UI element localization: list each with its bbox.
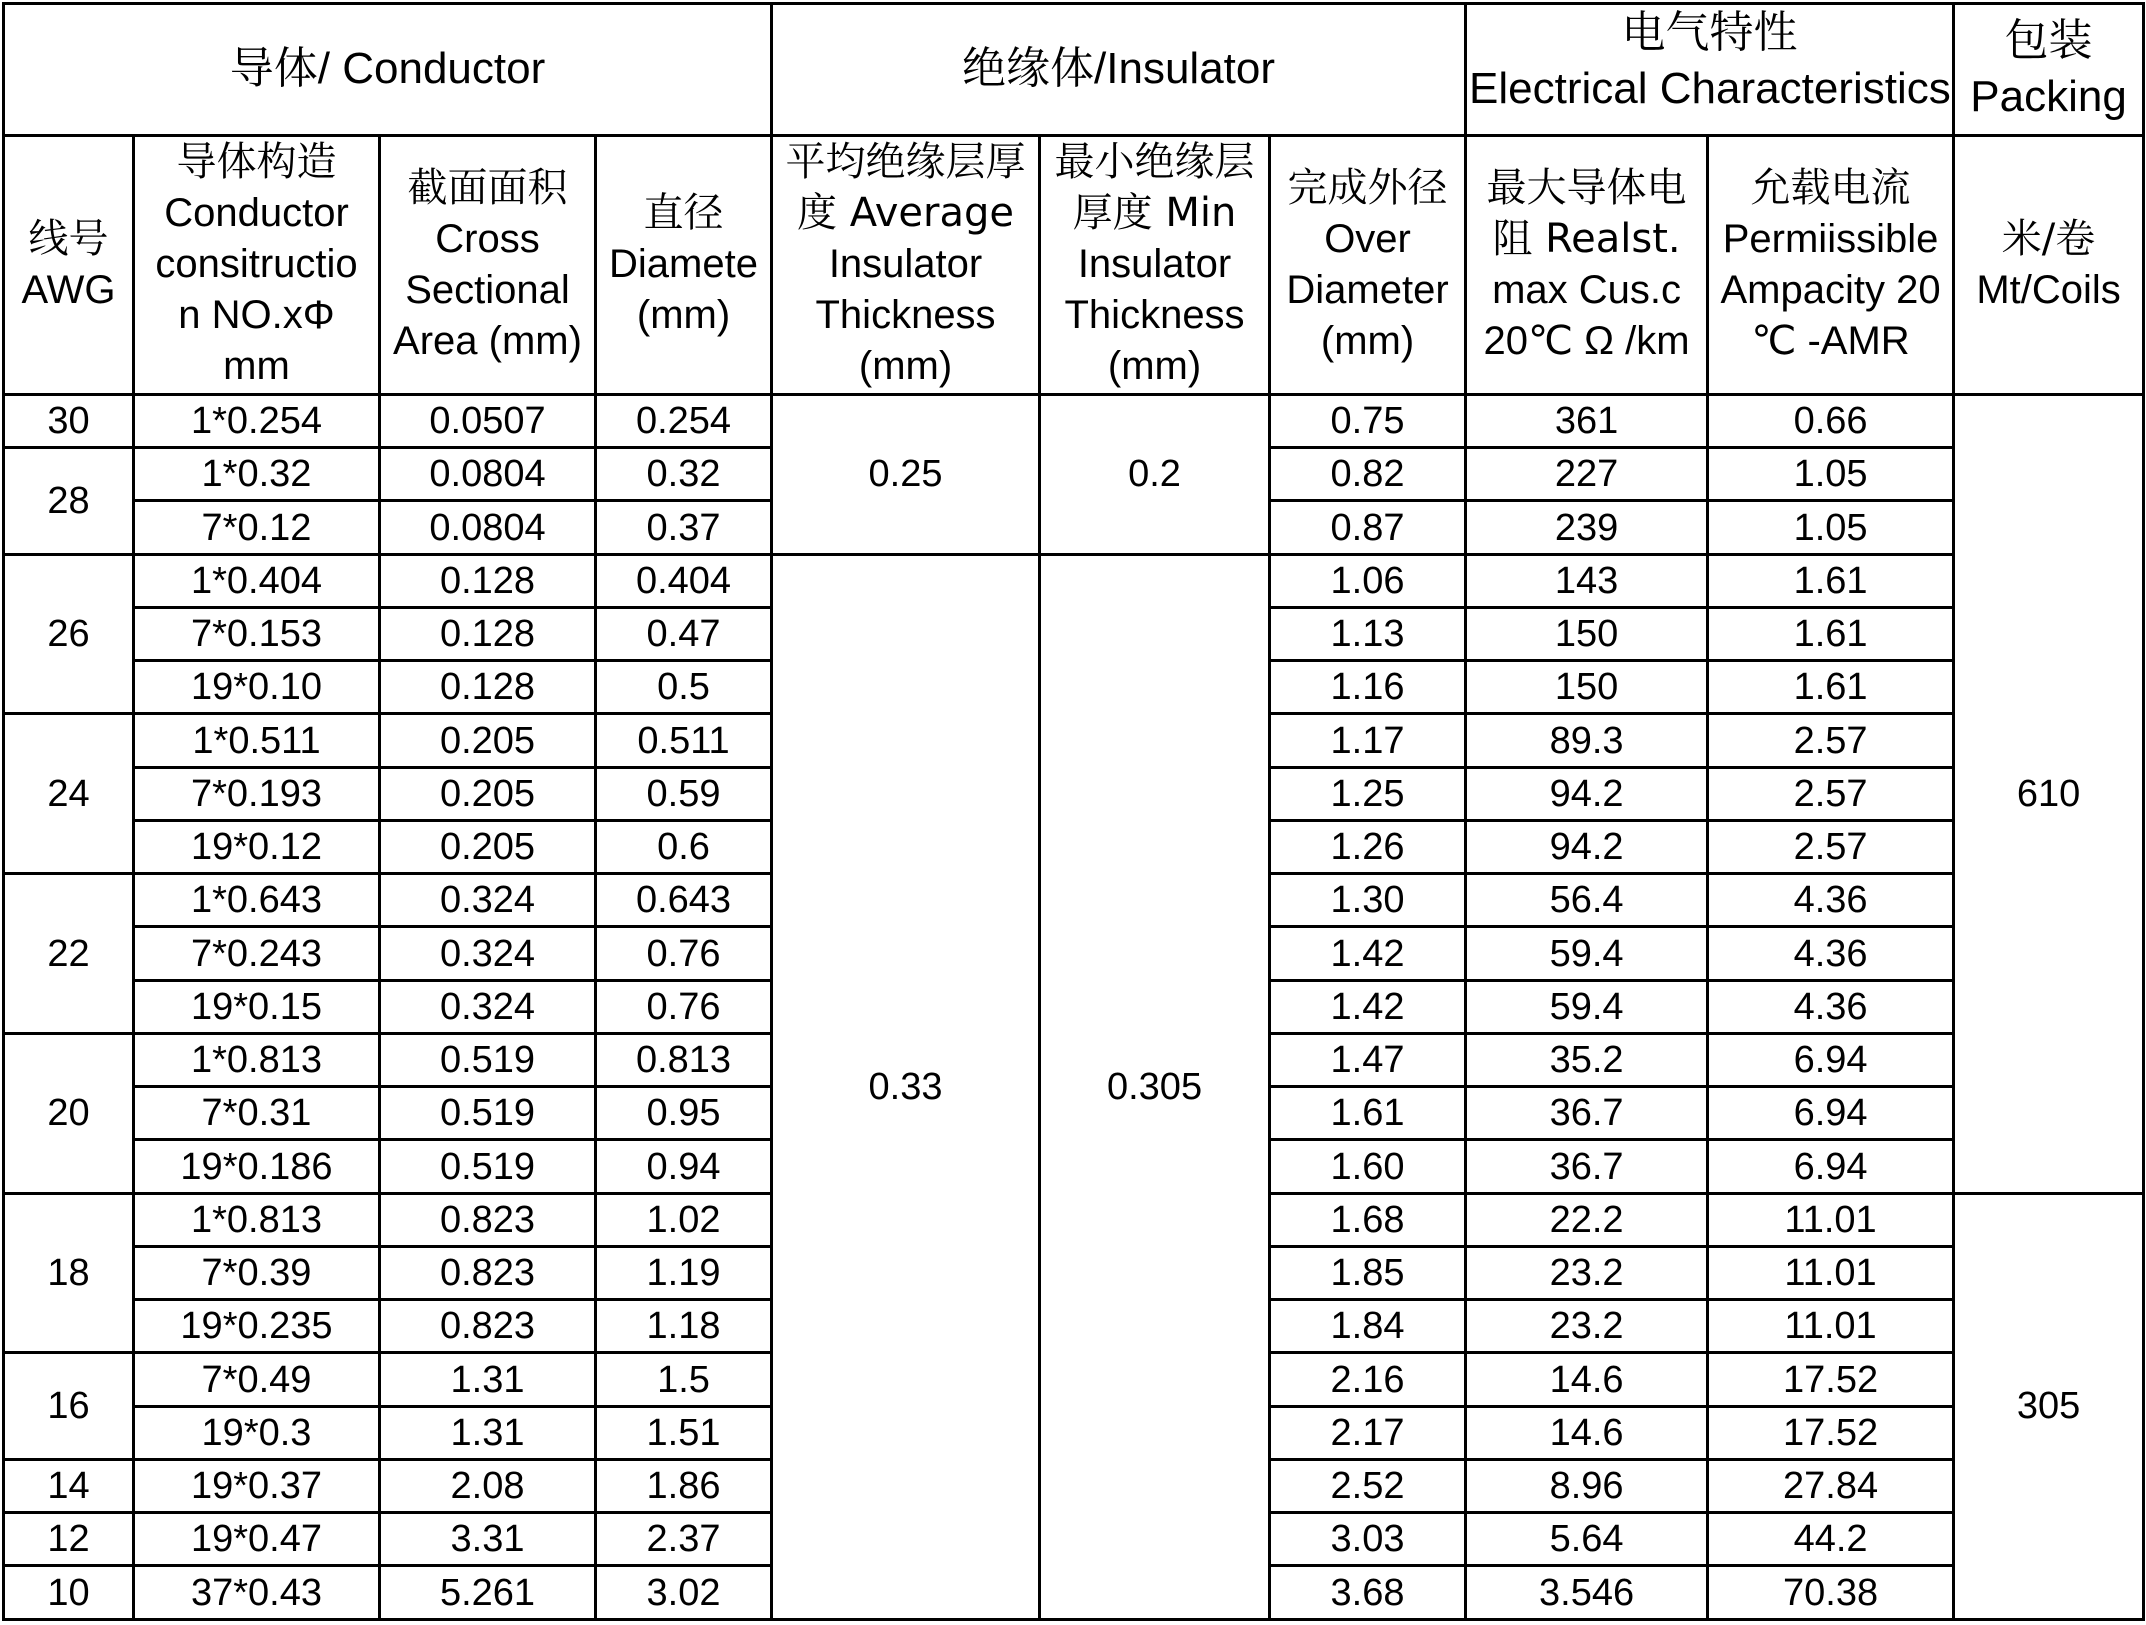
construction-cell: 7*0.49 [134,1353,380,1406]
construction-cell: 19*0.47 [134,1513,380,1566]
packing-group-header: 包装 Packing [1954,4,2144,136]
header-line: Over [1324,216,1411,261]
packing-cell: 610 [1954,394,2144,1193]
header-line: 允载电流 [1750,164,1911,211]
header-average-insulation-thickness [772,135,1040,394]
over-diameter-cell: 2.16 [1270,1353,1466,1406]
over-diameter-cell: 1.68 [1270,1193,1466,1246]
over-diameter-cell: 2.52 [1270,1459,1466,1512]
construction-cell: 1*0.32 [134,448,380,501]
awg-cell: 28 [4,448,134,555]
header-line: n NO.xΦ [178,293,335,338]
ampacity-cell: 1.61 [1708,607,1954,660]
over-diameter-cell: 1.85 [1270,1246,1466,1299]
header-line: Diamete [609,242,758,287]
header-line: Insulator [828,242,983,287]
diameter-cell: 0.94 [596,1140,772,1193]
construction-cell: 1*0.404 [134,554,380,607]
header-over-diameter [1270,135,1466,394]
header-line: Mt/Coils [1976,267,2121,312]
ampacity-cell: 1.61 [1708,661,1954,714]
header-line: 截面面积 [407,164,568,211]
diameter-cell: 1.19 [596,1246,772,1299]
ampacity-cell: 2.57 [1708,767,1954,820]
wire-spec-table [2,2,2145,1621]
header-line: 完成外径 [1287,164,1448,211]
ampacity-cell: 17.52 [1708,1353,1954,1406]
area-cell: 0.324 [380,980,596,1033]
construction-cell: 7*0.243 [134,927,380,980]
construction-cell: 7*0.193 [134,767,380,820]
header-line: 线号 [28,215,109,262]
resistance-cell: 23.2 [1466,1246,1708,1299]
construction-cell: 19*0.186 [134,1140,380,1193]
header-construction [134,135,380,394]
ampacity-cell: 1.05 [1708,448,1954,501]
ampacity-cell: 6.94 [1708,1033,1954,1086]
header-line: Sectional [405,267,570,312]
header-line: (mm) [1107,344,1202,389]
construction-cell: 1*0.511 [134,714,380,767]
resistance-cell: 35.2 [1466,1033,1708,1086]
header-line: 最大导体电 [1486,164,1687,211]
min-insulation-thickness-cell: 0.2 [1040,394,1270,554]
over-diameter-cell: 1.42 [1270,980,1466,1033]
average-insulation-thickness-cell: 0.25 [772,394,1040,554]
over-diameter-cell: 1.60 [1270,1140,1466,1193]
ampacity-cell: 4.36 [1708,874,1954,927]
resistance-cell: 56.4 [1466,874,1708,927]
construction-cell: 19*0.3 [134,1406,380,1459]
diameter-cell: 1.02 [596,1193,772,1246]
header-line: Permiissible [1722,216,1939,261]
area-cell: 0.823 [380,1300,596,1353]
diameter-cell: 0.59 [596,767,772,820]
over-diameter-cell: 0.75 [1270,394,1466,447]
over-diameter-cell: 3.03 [1270,1513,1466,1566]
ampacity-cell: 4.36 [1708,980,1954,1033]
ampacity-cell: 0.66 [1708,394,1954,447]
header-line: Cross [435,216,540,261]
over-diameter-cell: 1.17 [1270,714,1466,767]
construction-cell: 1*0.643 [134,874,380,927]
diameter-cell: 0.643 [596,874,772,927]
column-header-row [4,135,2144,394]
awg-cell: 10 [4,1566,134,1620]
diameter-cell: 0.254 [596,394,772,447]
header-line: Ampacity 20 [1720,267,1941,312]
area-cell: 0.205 [380,767,596,820]
header-line: Thickness [1064,293,1245,338]
area-cell: 5.261 [380,1566,596,1620]
over-diameter-cell: 0.87 [1270,501,1466,554]
ampacity-cell: 70.38 [1708,1566,1954,1620]
awg-cell: 22 [4,874,134,1034]
header-line: (mm) [636,293,731,338]
area-cell: 0.519 [380,1140,596,1193]
over-diameter-cell: 1.06 [1270,554,1466,607]
header-line: consitructio [155,242,358,287]
resistance-cell: 239 [1466,501,1708,554]
diameter-cell: 0.813 [596,1033,772,1086]
diameter-cell: 0.37 [596,501,772,554]
ampacity-cell: 6.94 [1708,1087,1954,1140]
over-diameter-cell: 1.61 [1270,1087,1466,1140]
resistance-cell: 14.6 [1466,1353,1708,1406]
resistance-cell: 150 [1466,607,1708,660]
ampacity-cell: 1.61 [1708,554,1954,607]
awg-cell: 24 [4,714,134,874]
header-line: 度 Average [797,190,1015,237]
area-cell: 0.0804 [380,501,596,554]
header-cross-section-area [380,135,596,394]
resistance-cell: 36.7 [1466,1140,1708,1193]
resistance-cell: 23.2 [1466,1300,1708,1353]
electrical-group-header: 电气特性 Electrical Characteristics [1466,4,1954,136]
header-line: AWG [21,267,116,312]
ampacity-cell: 44.2 [1708,1513,1954,1566]
diameter-cell: 0.5 [596,661,772,714]
construction-cell: 1*0.813 [134,1193,380,1246]
ampacity-cell: 11.01 [1708,1300,1954,1353]
over-diameter-cell: 3.68 [1270,1566,1466,1620]
construction-cell: 19*0.12 [134,820,380,873]
resistance-cell: 5.64 [1466,1513,1708,1566]
awg-cell: 14 [4,1459,134,1512]
header-line: max Cus.c [1492,267,1682,312]
area-cell: 0.128 [380,607,596,660]
header-max-resistance [1466,135,1708,394]
resistance-cell: 143 [1466,554,1708,607]
header-line: 20℃ Ω /km [1483,318,1690,363]
construction-cell: 19*0.10 [134,661,380,714]
construction-cell: 7*0.31 [134,1087,380,1140]
table-row [4,394,2144,447]
header-line: Conductor [164,191,349,236]
ampacity-cell: 17.52 [1708,1406,1954,1459]
over-diameter-cell: 0.82 [1270,448,1466,501]
over-diameter-cell: 1.84 [1270,1300,1466,1353]
header-packing-length [1954,135,2144,394]
resistance-cell: 36.7 [1466,1087,1708,1140]
diameter-cell: 0.76 [596,980,772,1033]
header-line: 直径 [643,190,724,237]
conductor-group-header: 导体/ Conductor [4,4,772,136]
area-cell: 0.324 [380,927,596,980]
over-diameter-cell: 1.42 [1270,927,1466,980]
construction-cell: 19*0.235 [134,1300,380,1353]
resistance-cell: 361 [1466,394,1708,447]
diameter-cell: 1.86 [596,1459,772,1512]
construction-cell: 1*0.254 [134,394,380,447]
area-cell: 0.519 [380,1033,596,1086]
diameter-cell: 0.404 [596,554,772,607]
header-line: (mm) [1320,318,1415,363]
diameter-cell: 0.511 [596,714,772,767]
diameter-cell: 2.37 [596,1513,772,1566]
area-cell: 0.205 [380,714,596,767]
resistance-cell: 227 [1466,448,1708,501]
header-min-insulation-thickness [1040,135,1270,394]
resistance-cell: 8.96 [1466,1459,1708,1512]
over-diameter-cell: 1.25 [1270,767,1466,820]
resistance-cell: 59.4 [1466,927,1708,980]
over-diameter-cell: 1.13 [1270,607,1466,660]
table-row [4,554,2144,607]
header-awg [4,135,134,394]
ampacity-cell: 11.01 [1708,1193,1954,1246]
area-cell: 3.31 [380,1513,596,1566]
header-line: (mm) [858,344,953,389]
over-diameter-cell: 1.47 [1270,1033,1466,1086]
diameter-cell: 1.51 [596,1406,772,1459]
area-cell: 0.0507 [380,394,596,447]
header-line: 平均绝缘层厚 [785,139,1026,186]
construction-cell: 19*0.15 [134,980,380,1033]
packing-cell: 305 [1954,1193,2144,1619]
header-diameter [596,135,772,394]
awg-cell: 18 [4,1193,134,1353]
average-insulation-thickness-cell: 0.33 [772,554,1040,1619]
area-cell: 0.519 [380,1087,596,1140]
header-line: Diameter [1286,267,1449,312]
construction-cell: 1*0.813 [134,1033,380,1086]
group-header-row [4,4,2144,136]
resistance-cell: 89.3 [1466,714,1708,767]
header-line: Insulator [1077,242,1232,287]
resistance-cell: 3.546 [1466,1566,1708,1620]
ampacity-cell: 11.01 [1708,1246,1954,1299]
resistance-cell: 22.2 [1466,1193,1708,1246]
awg-cell: 30 [4,394,134,447]
area-cell: 0.324 [380,874,596,927]
diameter-cell: 1.18 [596,1300,772,1353]
awg-cell: 20 [4,1033,134,1193]
header-line: mm [223,344,290,389]
resistance-cell: 59.4 [1466,980,1708,1033]
header-line: ℃ -AMR [1751,318,1910,363]
header-line: 最小绝缘层 [1054,139,1255,186]
min-insulation-thickness-cell: 0.305 [1040,554,1270,1619]
diameter-cell: 0.95 [596,1087,772,1140]
area-cell: 0.823 [380,1246,596,1299]
area-cell: 0.128 [380,661,596,714]
area-cell: 0.128 [380,554,596,607]
construction-cell: 7*0.39 [134,1246,380,1299]
over-diameter-cell: 1.30 [1270,874,1466,927]
header-line: 导体构造 [176,139,337,186]
ampacity-cell: 1.05 [1708,501,1954,554]
area-cell: 2.08 [380,1459,596,1512]
awg-cell: 12 [4,1513,134,1566]
construction-cell: 37*0.43 [134,1566,380,1620]
ampacity-cell: 6.94 [1708,1140,1954,1193]
awg-cell: 16 [4,1353,134,1460]
header-line: Area (mm) [393,318,582,363]
construction-cell: 7*0.153 [134,607,380,660]
construction-cell: 7*0.12 [134,501,380,554]
over-diameter-cell: 2.17 [1270,1406,1466,1459]
diameter-cell: 0.32 [596,448,772,501]
diameter-cell: 0.6 [596,820,772,873]
header-line: 厚度 Min [1072,190,1237,237]
header-ampacity [1708,135,1954,394]
header-line: Thickness [815,293,996,338]
area-cell: 0.823 [380,1193,596,1246]
header-line: 米/卷 [2001,215,2096,262]
area-cell: 0.205 [380,820,596,873]
awg-cell: 26 [4,554,134,714]
area-cell: 0.0804 [380,448,596,501]
resistance-cell: 14.6 [1466,1406,1708,1459]
insulator-group-header: 绝缘体/Insulator [772,4,1466,136]
diameter-cell: 0.47 [596,607,772,660]
resistance-cell: 94.2 [1466,767,1708,820]
diameter-cell: 3.02 [596,1566,772,1620]
ampacity-cell: 2.57 [1708,714,1954,767]
ampacity-cell: 2.57 [1708,820,1954,873]
ampacity-cell: 27.84 [1708,1459,1954,1512]
diameter-cell: 0.76 [596,927,772,980]
over-diameter-cell: 1.16 [1270,661,1466,714]
header-line: 阻 Realst. [1492,215,1681,262]
over-diameter-cell: 1.26 [1270,820,1466,873]
ampacity-cell: 4.36 [1708,927,1954,980]
diameter-cell: 1.5 [596,1353,772,1406]
resistance-cell: 150 [1466,661,1708,714]
area-cell: 1.31 [380,1406,596,1459]
construction-cell: 19*0.37 [134,1459,380,1512]
resistance-cell: 94.2 [1466,820,1708,873]
area-cell: 1.31 [380,1353,596,1406]
